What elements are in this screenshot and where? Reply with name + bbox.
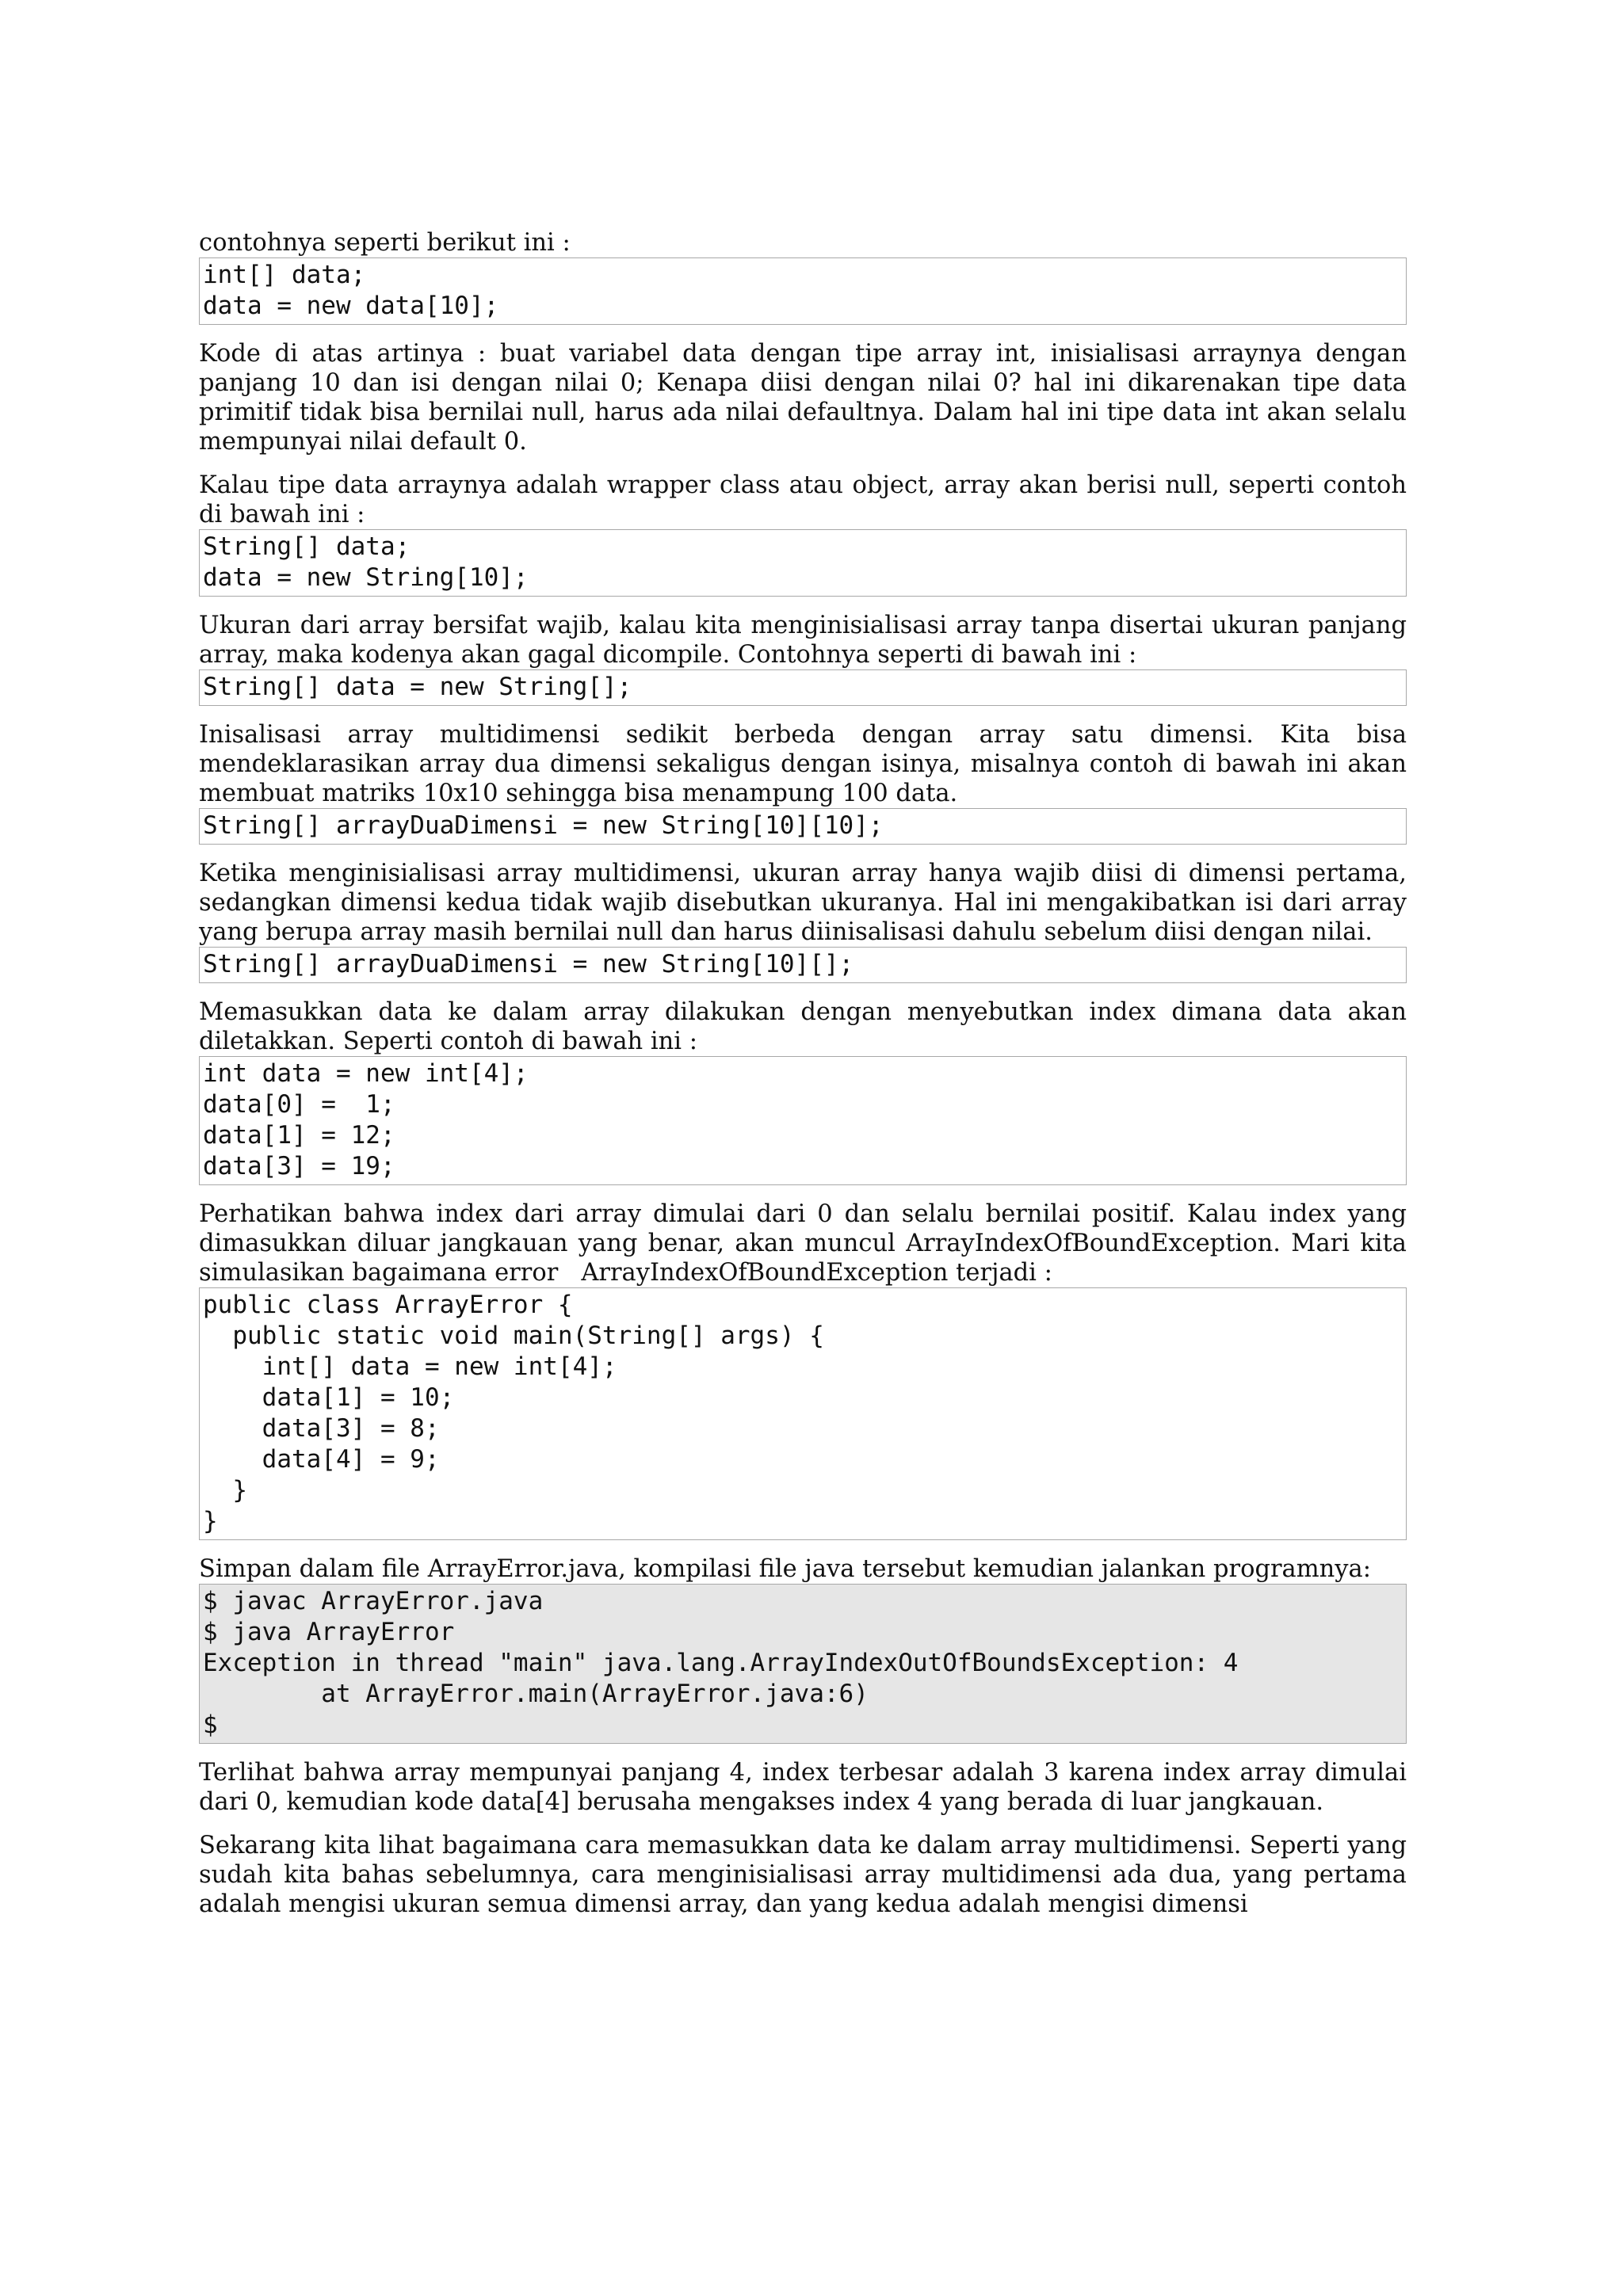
code-line: $	[203, 1711, 218, 1739]
code-line: }	[203, 1507, 218, 1535]
code-block	[199, 257, 1407, 325]
code-block	[199, 669, 1407, 706]
terminal-output-block	[199, 1584, 1407, 1744]
code-line: data[1] = 10;	[203, 1383, 455, 1412]
code-line: int[] data = new int[4];	[203, 1352, 617, 1381]
code-block	[199, 529, 1407, 597]
code-line: }	[203, 1476, 247, 1505]
code-line: data[4] = 9;	[203, 1445, 440, 1474]
paragraph: Simpan dalam file ArrayError.java, kompilasi file java tersebut kemudian jalankan programnya:	[199, 1555, 1371, 1583]
code-line: int data = new int[4];	[203, 1059, 529, 1088]
code-line: at ArrayError.main(ArrayError.java:6)	[203, 1680, 869, 1708]
paragraph: Memasukkan data ke dalam array dilakukan dengan menyebutkan index dimana data akan diletakkan. Seperti contoh di bawah ini :	[199, 998, 1415, 1055]
paragraph: Inisalisasi array multidimensi sedikit berbeda dengan array satu dimensi. Kita bisa mendeklarasikan array dua dimensi sekaligus dengan isinya, misalnya contoh di bawah ini akan membuat matriks 10x10 sehingga bisa menampung 100 data.	[199, 721, 1415, 807]
paragraph: Perhatikan bahwa index dari array dimulai dari 0 dan selalu bernilai positif. Kalau index yang dimasukkan diluar jangkauan yang benar, akan muncul ArrayIndexOfBoundException. Mari kita simulasikan bagaimana error ArrayIndexOfBoundException terjadi :	[199, 1200, 1415, 1287]
code-line: $ java ArrayError	[203, 1618, 455, 1646]
code-block	[199, 1056, 1407, 1185]
paragraph: Ketika menginisialisasi array multidimensi, ukuran array hanya wajib diisi di dimensi pertama, sedangkan dimensi kedua tidak wajib disebutkan ukuranya. Hal ini mengakibatkan isi dari array yang berupa array masih bernilai null dan harus diinisalisasi dahulu sebelum diisi dengan nilai.	[199, 860, 1415, 946]
paragraph: Kalau tipe data arraynya adalah wrapper class atau object, array akan berisi null, seperti contoh di bawah ini :	[199, 471, 1415, 528]
code-line: data[3] = 8;	[203, 1414, 440, 1443]
code-line: data = new String[10];	[203, 563, 529, 592]
code-line: int[] data;	[203, 261, 366, 289]
code-line: public class ArrayError {	[203, 1291, 573, 1319]
paragraph: Terlihat bahwa array mempunyai panjang 4, index terbesar adalah 3 karena index array dimulai dari 0, kemudian kode data[4] berusaha mengakses index 4 yang berada di luar jangkauan.	[199, 1759, 1415, 1816]
code-block	[199, 1287, 1407, 1540]
code-line: String[] data = new String[];	[203, 673, 632, 701]
paragraph: contohnya seperti berikut ini :	[199, 229, 571, 257]
code-line: $ javac ArrayError.java	[203, 1587, 544, 1615]
code-line: String[] data;	[203, 532, 411, 561]
paragraph: Sekarang kita lihat bagaimana cara memasukkan data ke dalam array multidimensi. Seperti yang sudah kita bahas sebelumnya, cara menginisialisasi array multidimensi ada dua, yang pertama adalah mengisi ukuran semua dimensi array, dan yang kedua adalah mengisi dimensi	[199, 1832, 1415, 1918]
paragraph: Ukuran dari array bersifat wajib, kalau kita menginisialisasi array tanpa disertai ukuran panjang array, maka kodenya akan gagal dicompile. Contohnya seperti di bawah ini :	[199, 612, 1415, 669]
code-line: data = new data[10];	[203, 292, 499, 320]
code-line: data[1] = 12;	[203, 1121, 395, 1150]
paragraph: Kode di atas artinya : buat variabel data dengan tipe array int, inisialisasi arraynya dengan panjang 10 dan isi dengan nilai 0; Kenapa diisi dengan nilai 0? hal ini dikarenakan tipe data primitif tidak bisa bernilai null, harus ada nilai defaultnya. Dalam hal ini tipe data int akan selalu mempunyai nilai default 0.	[199, 340, 1415, 456]
code-line: public static void main(String[] args) {	[203, 1322, 824, 1350]
code-block	[199, 808, 1407, 845]
code-line: Exception in thread "main" java.lang.ArrayIndexOutOfBoundsException: 4	[203, 1649, 1239, 1677]
code-line: data[0] = 1;	[203, 1090, 395, 1119]
document-page	[199, 228, 1415, 1933]
code-block	[199, 947, 1407, 983]
code-line: data[3] = 19;	[203, 1152, 395, 1180]
code-line: String[] arrayDuaDimensi = new String[10][10];	[203, 811, 884, 840]
code-line: String[] arrayDuaDimensi = new String[10][];	[203, 950, 854, 978]
